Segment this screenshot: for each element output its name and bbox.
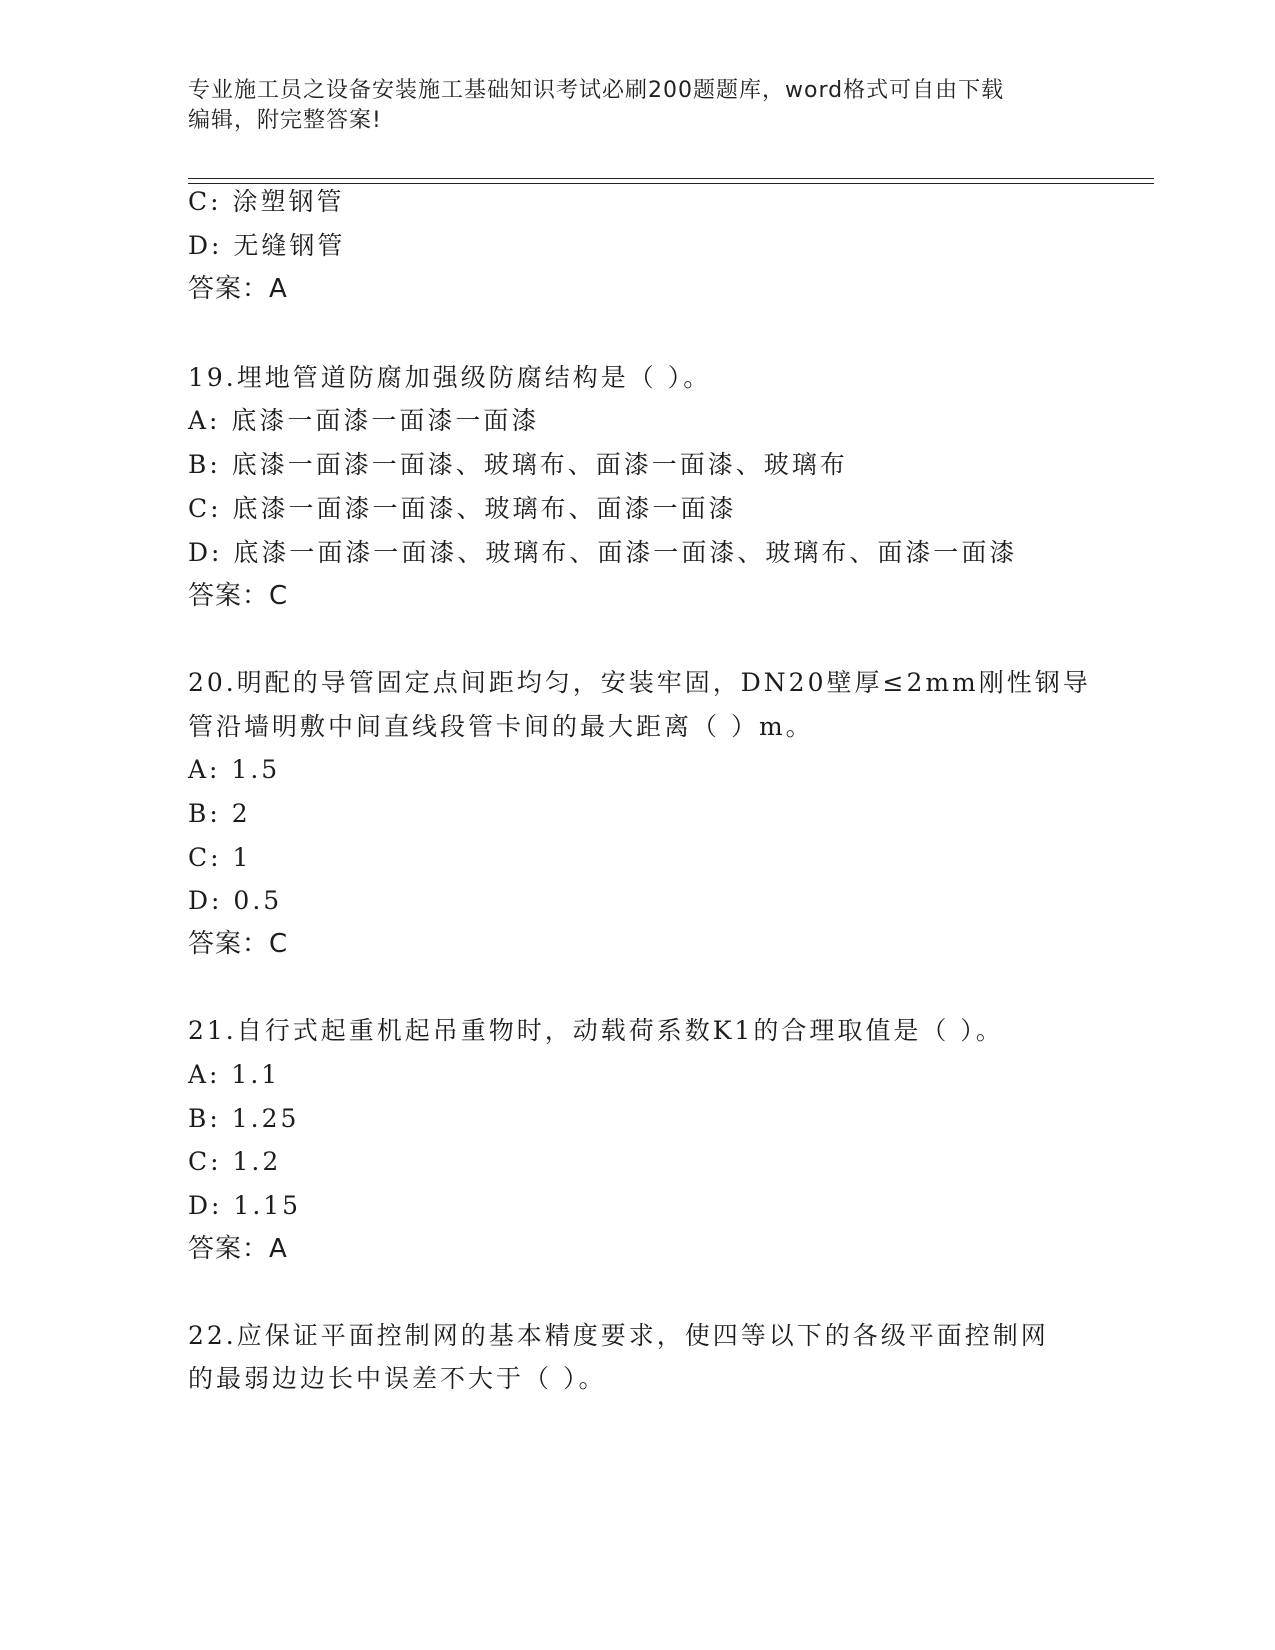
- q20-option-c: C: 1: [188, 843, 252, 872]
- q20-stem-line2: 管沿墙明敷中间直线段管卡间的最大距离（ ）m。: [188, 712, 814, 741]
- q20-answer: 答案：C: [188, 929, 289, 959]
- q20-option-b: B: 2: [188, 799, 251, 828]
- q21-option-d: D: 1.15: [188, 1191, 302, 1220]
- q19-stem: 19.埋地管道防腐加强级防腐结构是（ ）。: [188, 363, 712, 392]
- q21-option-c: C: 1.2: [188, 1147, 282, 1176]
- q20-option-d: D: 0.5: [188, 886, 283, 915]
- q18-option-d: D: 无缝钢管: [188, 231, 346, 260]
- q22-stem-line1: 22.应保证平面控制网的基本精度要求，使四等以下的各级平面控制网: [188, 1321, 1049, 1350]
- q19-option-c: C: 底漆一面漆一面漆、玻璃布、面漆一面漆: [188, 494, 737, 523]
- q19-option-a: A: 底漆一面漆一面漆一面漆: [188, 406, 540, 435]
- q20-option-a: A: 1.5: [188, 755, 281, 784]
- header-divider-bottom: [188, 183, 1154, 184]
- q19-option-b: B: 底漆一面漆一面漆、玻璃布、面漆一面漆、玻璃布: [188, 450, 848, 479]
- q19-option-d: D: 底漆一面漆一面漆、玻璃布、面漆一面漆、玻璃布、面漆一面漆: [188, 538, 1018, 567]
- q22-stem-line2: 的最弱边边长中误差不大于（ ）。: [188, 1364, 607, 1393]
- document-header: [188, 76, 1088, 136]
- q19-answer: 答案：C: [188, 581, 289, 611]
- header-divider-top: [188, 178, 1154, 179]
- q21-option-b: B: 1.25: [188, 1104, 300, 1133]
- q18-option-c: C: 涂塑钢管: [188, 187, 345, 216]
- header-title-line1: 专业施工员之设备安装施工基础知识考试必刷200题题库，word格式可自由下载: [188, 78, 1005, 103]
- q21-option-a: A: 1.1: [188, 1060, 281, 1089]
- q21-answer: 答案：A: [188, 1234, 288, 1264]
- q18-answer: 答案：A: [188, 274, 288, 304]
- header-title-line2: 编辑，附完整答案!: [188, 108, 382, 133]
- q20-stem-line1: 20.明配的导管固定点间距均匀，安装牢固，DN20壁厚≤2mm刚性钢导: [188, 668, 1091, 697]
- q21-stem: 21.自行式起重机起吊重物时，动载荷系数K1的合理取值是（ ）。: [188, 1016, 1004, 1045]
